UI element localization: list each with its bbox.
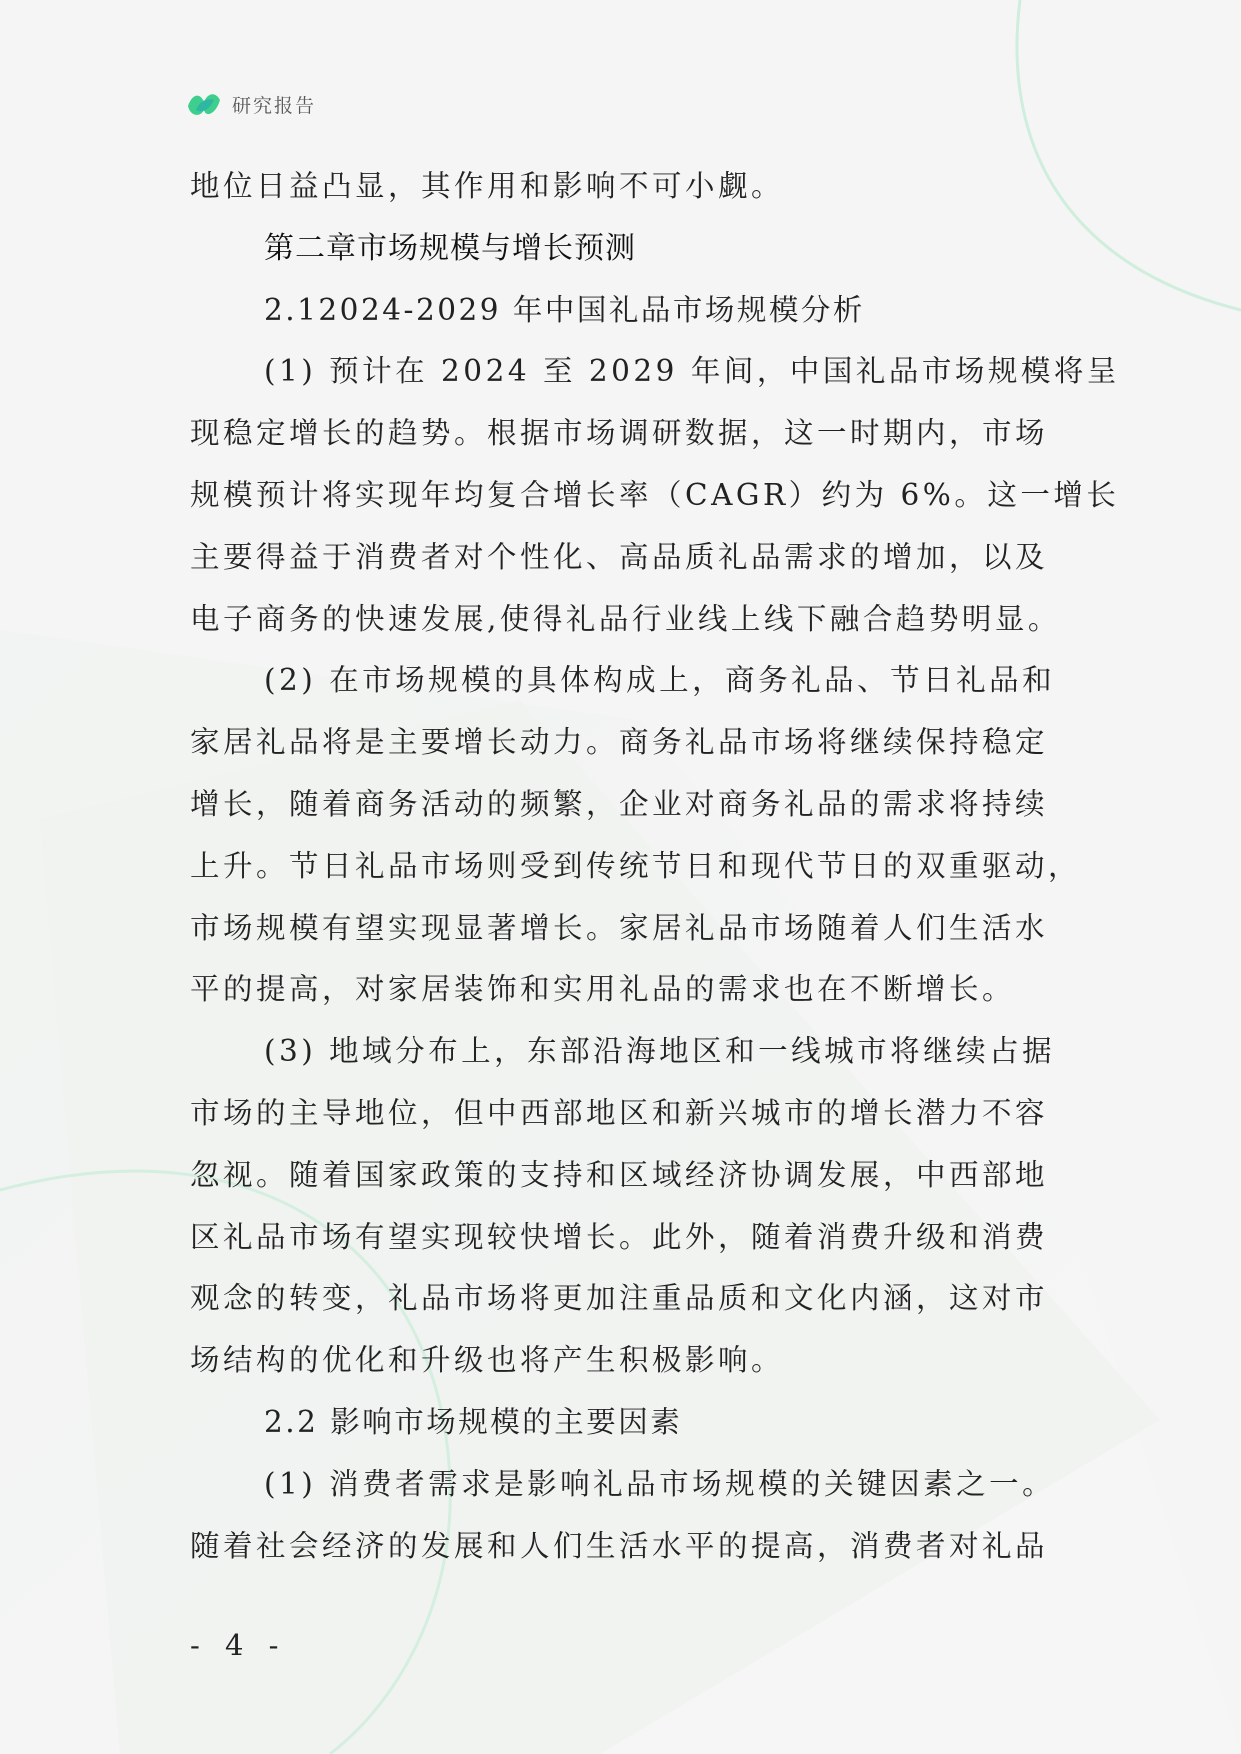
paragraph-line: (2) 在市场规模的具体构成上，商务礼品、节日礼品和 xyxy=(264,663,1056,698)
section-heading: 2.2 影响市场规模的主要因素 xyxy=(264,1404,683,1439)
document-body xyxy=(190,156,1120,1577)
paragraph-line: 上升。节日礼品市场则受到传统节日和现代节日的双重驱动， xyxy=(190,848,1082,883)
paragraph-line: 场结构的优化和升级也将产生积极影响。 xyxy=(190,1343,785,1378)
paragraph-line: 主要得益于消费者对个性化、高品质礼品需求的增加，以及 xyxy=(190,539,1049,574)
paragraph-line: 市场的主导地位，但中西部地区和新兴城市的增长潜力不容 xyxy=(190,1095,1049,1130)
paragraph-line: 忽视。随着国家政策的支持和区域经济协调发展，中西部地 xyxy=(190,1157,1049,1192)
body-line: 地位日益凸显，其作用和影响不可小觑。 xyxy=(190,169,785,203)
paragraph-line: 规模预计将实现年均复合增长率（CAGR）约为 6%。这一增长 xyxy=(190,477,1120,512)
paragraph-line: 家居礼品将是主要增长动力。商务礼品市场将继续保持稳定 xyxy=(190,725,1049,760)
leaf-logo-icon xyxy=(186,88,222,120)
paragraph-line: 区礼品市场有望实现较快增长。此外，随着消费升级和消费 xyxy=(190,1219,1049,1254)
paragraph-line: (1) 预计在 2024 至 2029 年间，中国礼品市场规模将呈 xyxy=(264,354,1120,389)
paragraph-line: (3) 地域分布上，东部沿海地区和一线城市将继续占据 xyxy=(264,1034,1056,1069)
paragraph-line: 现稳定增长的趋势。根据市场调研数据，这一时期内，市场 xyxy=(190,416,1049,451)
page-number: - 4 - xyxy=(190,1628,287,1662)
paragraph-line: 市场规模有望实现显著增长。家居礼品市场随着人们生活水 xyxy=(190,910,1049,945)
paragraph-line: (1) 消费者需求是影响礼品市场规模的关键因素之一。 xyxy=(264,1466,1056,1501)
paragraph-line: 随着社会经济的发展和人们生活水平的提高，消费者对礼品 xyxy=(190,1528,1049,1563)
paragraph-line: 电子商务的快速发展,使得礼品行业线上线下融合趋势明显。 xyxy=(190,601,1061,636)
paragraph-line: 观念的转变，礼品市场将更加注重品质和文化内涵，这对市 xyxy=(190,1281,1049,1316)
paragraph-line: 增长，随着商务活动的频繁，企业对商务礼品的需求将持续 xyxy=(190,786,1049,821)
chapter-heading: 第二章市场规模与增长预测 xyxy=(264,230,636,266)
document-header xyxy=(186,88,316,120)
paragraph-line: 平的提高，对家居装饰和实用礼品的需求也在不断增长。 xyxy=(190,972,1016,1007)
section-heading: 2.12024-2029 年中国礼品市场规模分析 xyxy=(264,292,865,327)
header-title: 研究报告 xyxy=(232,94,317,117)
